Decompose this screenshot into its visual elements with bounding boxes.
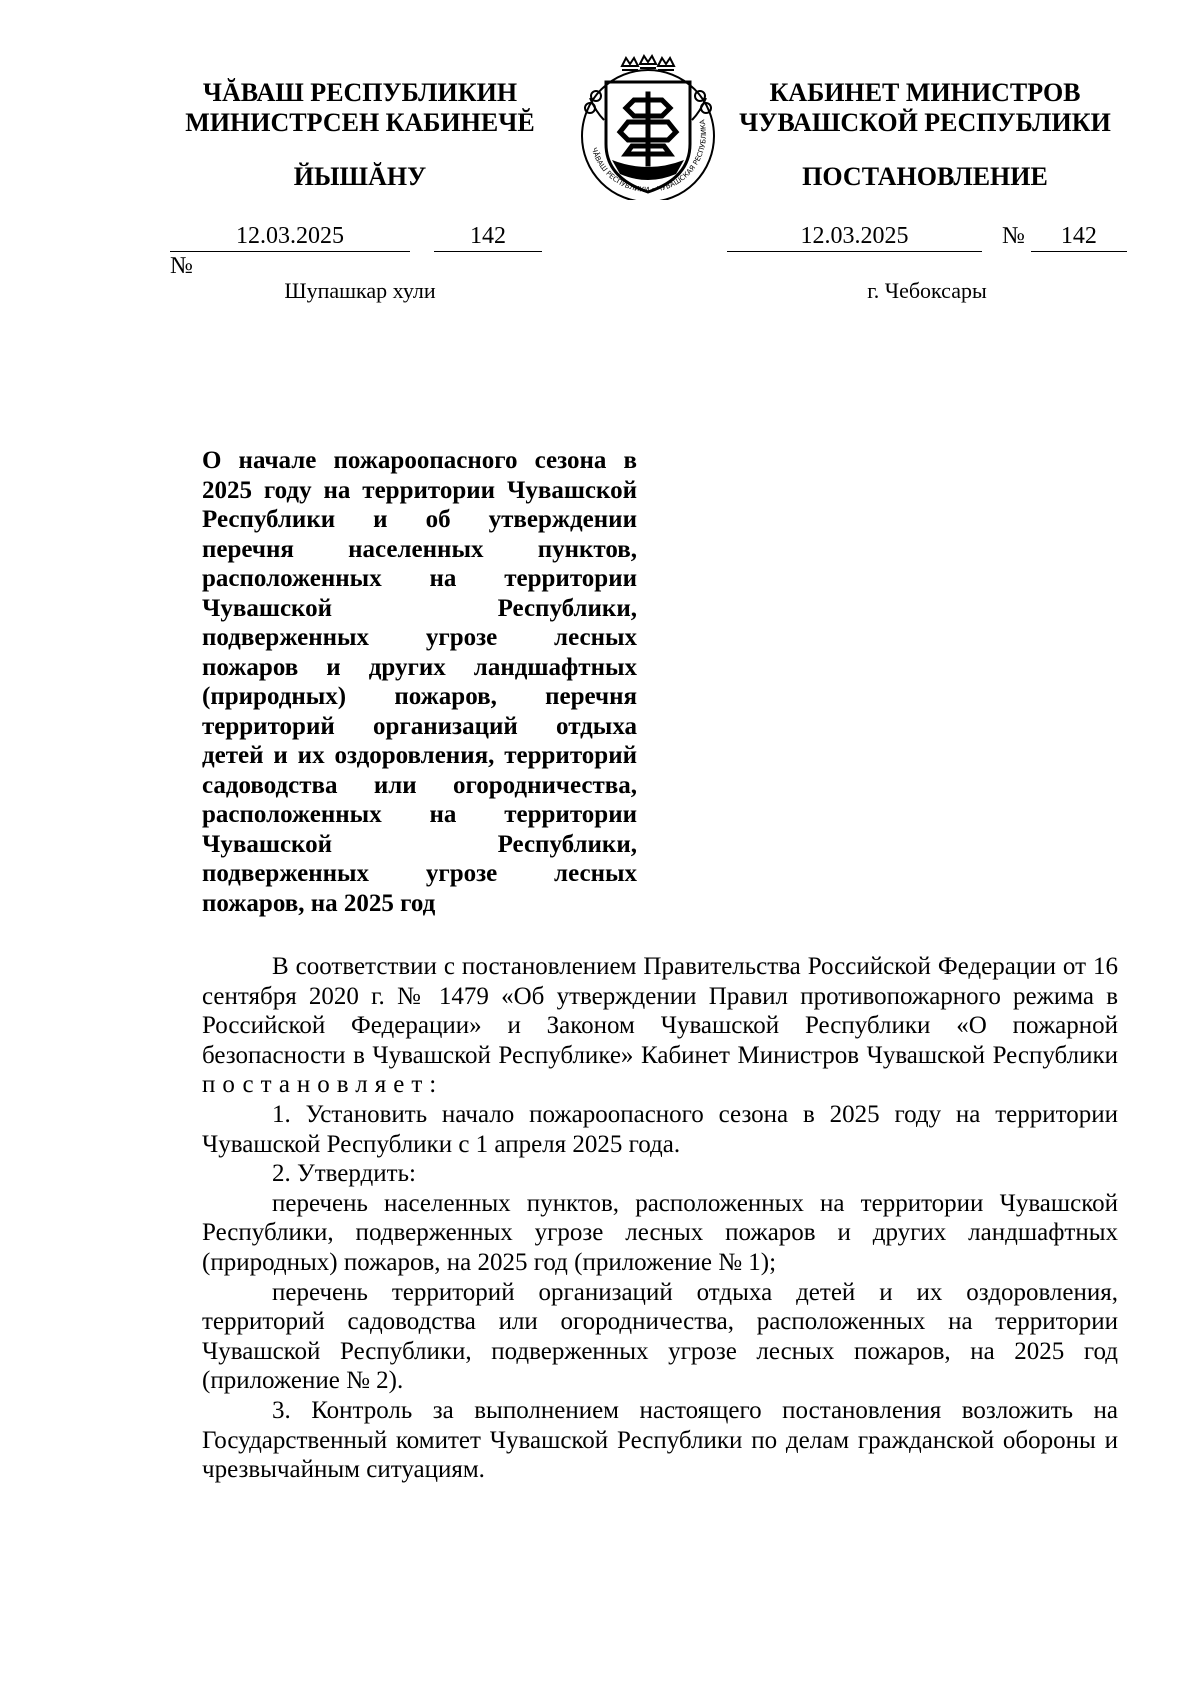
item-2-b: перечень территорий организаций отдыха детей и их оздоровления, территорий садоводства или огородничества, расположенных на территории Чувашской Республики, подверженных угрозе лесных пожаров, на 2025 год (приложение № 2). <box>202 1278 1118 1395</box>
registration-right-number-sign: № <box>1002 223 1025 249</box>
doc-type-left: ЙЫШĂНУ <box>293 162 427 191</box>
registration-left-number-sign: № <box>170 253 193 279</box>
city-right: г. Чебоксары <box>867 278 987 303</box>
header-left-line2: МИНИСТРСЕН КАБИНЕЧĔ <box>185 108 535 137</box>
header-left-line1: ЧĂВАШ РЕСПУБЛИКИН <box>202 78 518 107</box>
header-right <box>700 78 1150 138</box>
doc-type-right: ПОСТАНОВЛЕНИЕ <box>802 162 1048 191</box>
registration-right-date: 12.03.2025 <box>727 222 982 252</box>
document-body <box>202 952 1118 1485</box>
chuvash-coat-of-arms-icon <box>576 52 720 200</box>
city-left: Шупашкар хули <box>284 278 436 303</box>
registration-left-number: 142 <box>434 222 542 252</box>
preamble-text: В соответствии с постановлением Правительства Российской Федерации от 16 сентября 2020 г. № 1479 «Об утверждении Правил противопожарного режима в Российской Федерации» и Законом Чувашской Республики «О пожарной безопасности в Чувашской Республике» Кабинет Министров Чувашской Республики <box>202 953 1118 1069</box>
item-2: 2. Утвердить: <box>272 1160 416 1188</box>
emblem-ring-text: ЧĂВАШ РЕСПУБЛИКИ • ЧУВАШСКАЯ РЕСПУБЛИКА <box>589 118 709 195</box>
preamble-paragraph: В соответствии с постановлением Правительства Российской Федерации от 16 сентября 2020 г. № 1479 «Об утверждении Правил противопожарного режима в Российской Федерации» и Законом Чувашской Республики «О пожарной безопасности в Чувашской Республике» Кабинет Министров Чувашской Республики постановляет: <box>202 953 1118 1099</box>
header-right-line1: КАБИНЕТ МИНИСТРОВ <box>769 78 1081 107</box>
resolves-word: постановляет <box>202 1071 430 1099</box>
registration-right-number: 142 <box>1031 222 1127 252</box>
document-title: О начале пожароопасного сезона в 2025 году на территории Чувашской Республики и об утверждении перечня населенных пунктов, расположенных на территории Чувашской Республики, подверженных угрозе лесных пожаров и других ландшафтных (природных) пожаров, перечня территорий организаций отдыха детей и их оздоровления, территорий садоводства или огородничества, расположенных на территории Чувашской Республики, подверженных угрозе лесных пожаров, на 2025 год <box>202 447 637 917</box>
header-right-line2: ЧУВАШСКОЙ РЕСПУБЛИКИ <box>739 108 1111 137</box>
item-1: 1. Установить начало пожароопасного сезона в 2025 году на территории Чувашской Республики с 1 апреля 2025 года. <box>202 1100 1118 1158</box>
registration-left-date: 12.03.2025 <box>170 222 410 252</box>
registration-right <box>727 222 1147 252</box>
item-3: 3. Контроль за выполнением настоящего постановления возложить на Государственный комитет Чувашской Республики по делам гражданской обороны и чрезвычайным ситуациям. <box>202 1396 1118 1484</box>
registration-left <box>170 222 570 280</box>
header-left <box>150 78 570 138</box>
item-2-a: перечень населенных пунктов, расположенных на территории Чувашской Республики, подверженных угрозе лесных пожаров и других ландшафтных (природных) пожаров, на 2025 год (приложение № 1); <box>202 1189 1118 1276</box>
